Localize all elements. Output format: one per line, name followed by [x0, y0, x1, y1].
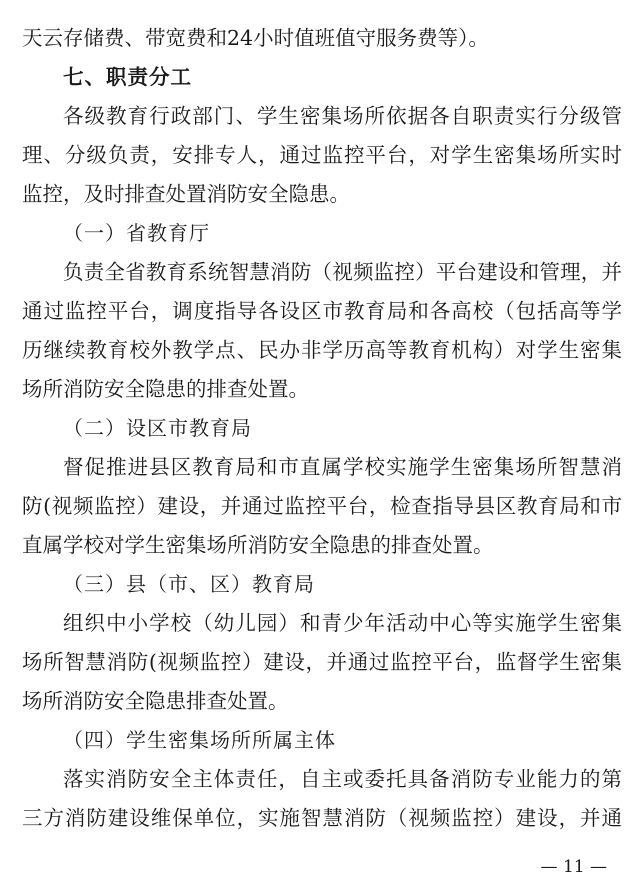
paragraph-line: 监控，及时排查处置消防安全隐患。 — [22, 182, 350, 206]
paragraph-line: 组织中小学校（幼儿园）和青少年活动中心等实施学生密集 — [63, 611, 622, 635]
paragraph-line: 防(视频监控）建设，并通过监控平台，检查指导县区教育局和市 — [22, 494, 622, 518]
page-number: — 11 — — [540, 857, 607, 877]
text-line-continuation: 天云存储费、带宽费和24小时值班值守服务费等）。 — [22, 26, 489, 50]
paragraph-line: 历继续教育校外教学点、民办非学历高等教育机构）对学生密集 — [22, 338, 622, 362]
subheading-city-bureau: （二）设区市教育局 — [63, 416, 252, 440]
paragraph-line: 场所消防安全隐患排查处置。 — [22, 689, 289, 713]
paragraph-line: 督促推进县区教育局和市直属学校实施学生密集场所智慧消 — [63, 455, 622, 479]
paragraph-line: 理、分级负责，安排专人，通过监控平台，对学生密集场所实时 — [22, 143, 622, 167]
subheading-venue-owner: （四）学生密集场所所属主体 — [63, 728, 336, 752]
subheading-provincial-department: （一）省教育厅 — [63, 221, 210, 245]
paragraph-line: 负责全省教育系统智慧消防（视频监控）平台建设和管理，并 — [63, 260, 622, 284]
paragraph-line: 落实消防安全主体责任，自主或委托具备消防专业能力的第 — [63, 767, 622, 791]
section-heading-responsibilities: 七、职责分工 — [63, 65, 192, 89]
paragraph-line: 场所智慧消防(视频监控）建设，并通过监控平台，监督学生密集 — [22, 650, 622, 674]
paragraph-line: 场所消防安全隐患的排查处置。 — [22, 377, 309, 401]
paragraph-line: 三方消防建设维保单位，实施智慧消防（视频监控）建设，并通 — [22, 806, 622, 830]
paragraph-line: 直属学校对学生密集场所消防安全隐患的排查处置。 — [22, 533, 494, 557]
subheading-county-bureau: （三）县（市、区）教育局 — [63, 572, 315, 596]
paragraph-line: 各级教育行政部门、学生密集场所依据各自职责实行分级管 — [63, 104, 622, 128]
paragraph-line: 通过监控平台，调度指导各设区市教育局和各高校（包括高等学 — [22, 299, 622, 323]
